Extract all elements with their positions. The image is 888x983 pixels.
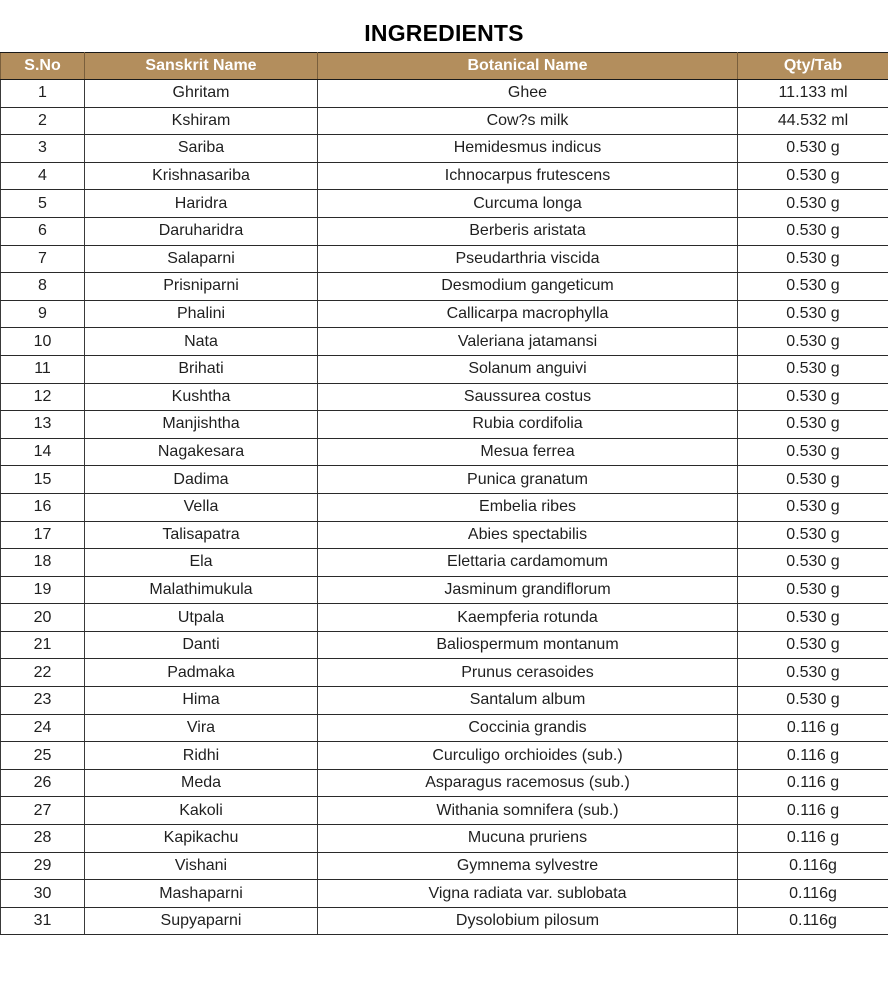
cell-s-no: 5 (1, 190, 85, 218)
cell-s-no: 8 (1, 273, 85, 301)
page-title: INGREDIENTS (364, 20, 524, 47)
table-row (1, 521, 888, 549)
cell-qty-per-tab: 11.133 ml (738, 80, 888, 108)
cell-s-no: 23 (1, 687, 85, 715)
cell-sanskrit-name: Utpala (85, 604, 318, 632)
cell-qty-per-tab: 0.530 g (738, 604, 888, 632)
cell-botanical-name: Asparagus racemosus (sub.) (318, 769, 738, 797)
cell-botanical-name: Mucuna pruriens (318, 825, 738, 853)
table-row (1, 162, 888, 190)
cell-s-no: 20 (1, 604, 85, 632)
table-row (1, 383, 888, 411)
table-row (1, 852, 888, 880)
cell-s-no: 21 (1, 631, 85, 659)
cell-s-no: 27 (1, 797, 85, 825)
cell-qty-per-tab: 0.116 g (738, 825, 888, 853)
cell-botanical-name: Jasminum grandiflorum (318, 576, 738, 604)
cell-qty-per-tab: 0.116g (738, 880, 888, 908)
cell-sanskrit-name: Manjishtha (85, 411, 318, 439)
table-row (1, 411, 888, 439)
table-row (1, 80, 888, 108)
cell-qty-per-tab: 0.530 g (738, 521, 888, 549)
cell-botanical-name: Baliospermum montanum (318, 631, 738, 659)
table-row (1, 245, 888, 273)
cell-sanskrit-name: Kakoli (85, 797, 318, 825)
cell-qty-per-tab: 0.530 g (738, 438, 888, 466)
header-botanical-name: Botanical Name (318, 53, 738, 80)
cell-s-no: 18 (1, 549, 85, 577)
cell-qty-per-tab: 0.116g (738, 907, 888, 935)
table-row (1, 438, 888, 466)
cell-botanical-name: Rubia cordifolia (318, 411, 738, 439)
cell-sanskrit-name: Haridra (85, 190, 318, 218)
table-row (1, 466, 888, 494)
table-row (1, 907, 888, 935)
cell-botanical-name: Curculigo orchioides (sub.) (318, 742, 738, 770)
cell-sanskrit-name: Phalini (85, 300, 318, 328)
cell-sanskrit-name: Kushtha (85, 383, 318, 411)
table-row (1, 493, 888, 521)
cell-s-no: 30 (1, 880, 85, 908)
cell-sanskrit-name: Kapikachu (85, 825, 318, 853)
table-row (1, 576, 888, 604)
cell-qty-per-tab: 0.530 g (738, 631, 888, 659)
cell-s-no: 31 (1, 907, 85, 935)
cell-qty-per-tab: 0.530 g (738, 273, 888, 301)
cell-sanskrit-name: Kshiram (85, 107, 318, 135)
cell-sanskrit-name: Ridhi (85, 742, 318, 770)
cell-sanskrit-name: Sariba (85, 135, 318, 163)
table-row (1, 797, 888, 825)
cell-s-no: 6 (1, 217, 85, 245)
cell-s-no: 10 (1, 328, 85, 356)
table-row (1, 107, 888, 135)
cell-botanical-name: Desmodium gangeticum (318, 273, 738, 301)
cell-s-no: 26 (1, 769, 85, 797)
table-row (1, 217, 888, 245)
table-row (1, 825, 888, 853)
cell-botanical-name: Ichnocarpus frutescens (318, 162, 738, 190)
cell-sanskrit-name: Mashaparni (85, 880, 318, 908)
cell-botanical-name: Solanum anguivi (318, 355, 738, 383)
table-row (1, 687, 888, 715)
cell-sanskrit-name: Supyaparni (85, 907, 318, 935)
header-sanskrit-name: Sanskrit Name (85, 53, 318, 80)
cell-qty-per-tab: 0.530 g (738, 217, 888, 245)
cell-botanical-name: Curcuma longa (318, 190, 738, 218)
cell-s-no: 15 (1, 466, 85, 494)
cell-s-no: 16 (1, 493, 85, 521)
cell-qty-per-tab: 0.530 g (738, 411, 888, 439)
table-body (1, 80, 888, 935)
table-row (1, 328, 888, 356)
cell-s-no: 12 (1, 383, 85, 411)
table-row (1, 190, 888, 218)
cell-s-no: 19 (1, 576, 85, 604)
cell-s-no: 9 (1, 300, 85, 328)
table-row (1, 880, 888, 908)
cell-s-no: 2 (1, 107, 85, 135)
cell-sanskrit-name: Brihati (85, 355, 318, 383)
cell-sanskrit-name: Ela (85, 549, 318, 577)
cell-botanical-name: Vigna radiata var. sublobata (318, 880, 738, 908)
cell-sanskrit-name: Vishani (85, 852, 318, 880)
table-row (1, 355, 888, 383)
cell-qty-per-tab: 44.532 ml (738, 107, 888, 135)
cell-qty-per-tab: 0.530 g (738, 493, 888, 521)
table-row (1, 604, 888, 632)
table-row (1, 549, 888, 577)
table-row (1, 714, 888, 742)
cell-qty-per-tab: 0.530 g (738, 300, 888, 328)
cell-sanskrit-name: Malathimukula (85, 576, 318, 604)
cell-sanskrit-name: Dadima (85, 466, 318, 494)
cell-qty-per-tab: 0.116g (738, 852, 888, 880)
cell-qty-per-tab: 0.530 g (738, 162, 888, 190)
cell-botanical-name: Cow?s milk (318, 107, 738, 135)
cell-botanical-name: Ghee (318, 80, 738, 108)
cell-botanical-name: Elettaria cardamomum (318, 549, 738, 577)
header-s-no: S.No (1, 53, 85, 80)
cell-qty-per-tab: 0.530 g (738, 135, 888, 163)
cell-botanical-name: Prunus cerasoides (318, 659, 738, 687)
cell-sanskrit-name: Padmaka (85, 659, 318, 687)
cell-qty-per-tab: 0.116 g (738, 769, 888, 797)
header-row (1, 53, 888, 80)
cell-qty-per-tab: 0.530 g (738, 190, 888, 218)
cell-s-no: 13 (1, 411, 85, 439)
cell-sanskrit-name: Ghritam (85, 80, 318, 108)
cell-sanskrit-name: Krishnasariba (85, 162, 318, 190)
cell-botanical-name: Santalum album (318, 687, 738, 715)
cell-qty-per-tab: 0.116 g (738, 797, 888, 825)
table-row (1, 300, 888, 328)
table-row (1, 742, 888, 770)
cell-s-no: 1 (1, 80, 85, 108)
cell-qty-per-tab: 0.116 g (738, 742, 888, 770)
cell-sanskrit-name: Meda (85, 769, 318, 797)
cell-s-no: 24 (1, 714, 85, 742)
cell-sanskrit-name: Danti (85, 631, 318, 659)
table-row (1, 659, 888, 687)
cell-s-no: 14 (1, 438, 85, 466)
cell-qty-per-tab: 0.530 g (738, 245, 888, 273)
cell-s-no: 17 (1, 521, 85, 549)
cell-s-no: 22 (1, 659, 85, 687)
cell-botanical-name: Saussurea costus (318, 383, 738, 411)
cell-s-no: 4 (1, 162, 85, 190)
cell-s-no: 29 (1, 852, 85, 880)
cell-sanskrit-name: Prisniparni (85, 273, 318, 301)
cell-qty-per-tab: 0.530 g (738, 549, 888, 577)
cell-botanical-name: Embelia ribes (318, 493, 738, 521)
cell-s-no: 25 (1, 742, 85, 770)
cell-botanical-name: Mesua ferrea (318, 438, 738, 466)
ingredients-table (0, 52, 888, 935)
cell-sanskrit-name: Vira (85, 714, 318, 742)
cell-botanical-name: Pseudarthria viscida (318, 245, 738, 273)
cell-botanical-name: Withania somnifera (sub.) (318, 797, 738, 825)
cell-qty-per-tab: 0.530 g (738, 328, 888, 356)
cell-s-no: 7 (1, 245, 85, 273)
cell-qty-per-tab: 0.530 g (738, 466, 888, 494)
cell-s-no: 28 (1, 825, 85, 853)
cell-sanskrit-name: Talisapatra (85, 521, 318, 549)
cell-qty-per-tab: 0.530 g (738, 659, 888, 687)
cell-botanical-name: Valeriana jatamansi (318, 328, 738, 356)
cell-s-no: 3 (1, 135, 85, 163)
cell-sanskrit-name: Hima (85, 687, 318, 715)
cell-botanical-name: Callicarpa macrophylla (318, 300, 738, 328)
table-row (1, 769, 888, 797)
table-header (1, 53, 888, 80)
cell-botanical-name: Berberis aristata (318, 217, 738, 245)
cell-qty-per-tab: 0.530 g (738, 355, 888, 383)
table-row (1, 135, 888, 163)
cell-botanical-name: Coccinia grandis (318, 714, 738, 742)
cell-botanical-name: Hemidesmus indicus (318, 135, 738, 163)
cell-botanical-name: Dysolobium pilosum (318, 907, 738, 935)
cell-sanskrit-name: Vella (85, 493, 318, 521)
cell-s-no: 11 (1, 355, 85, 383)
cell-qty-per-tab: 0.530 g (738, 383, 888, 411)
table-row (1, 631, 888, 659)
cell-botanical-name: Kaempferia rotunda (318, 604, 738, 632)
cell-botanical-name: Gymnema sylvestre (318, 852, 738, 880)
cell-botanical-name: Abies spectabilis (318, 521, 738, 549)
cell-sanskrit-name: Nagakesara (85, 438, 318, 466)
cell-qty-per-tab: 0.530 g (738, 576, 888, 604)
header-qty-per-tab: Qty/Tab (738, 53, 888, 80)
cell-sanskrit-name: Nata (85, 328, 318, 356)
cell-qty-per-tab: 0.116 g (738, 714, 888, 742)
table-row (1, 273, 888, 301)
cell-sanskrit-name: Salaparni (85, 245, 318, 273)
cell-sanskrit-name: Daruharidra (85, 217, 318, 245)
cell-botanical-name: Punica granatum (318, 466, 738, 494)
cell-qty-per-tab: 0.530 g (738, 687, 888, 715)
